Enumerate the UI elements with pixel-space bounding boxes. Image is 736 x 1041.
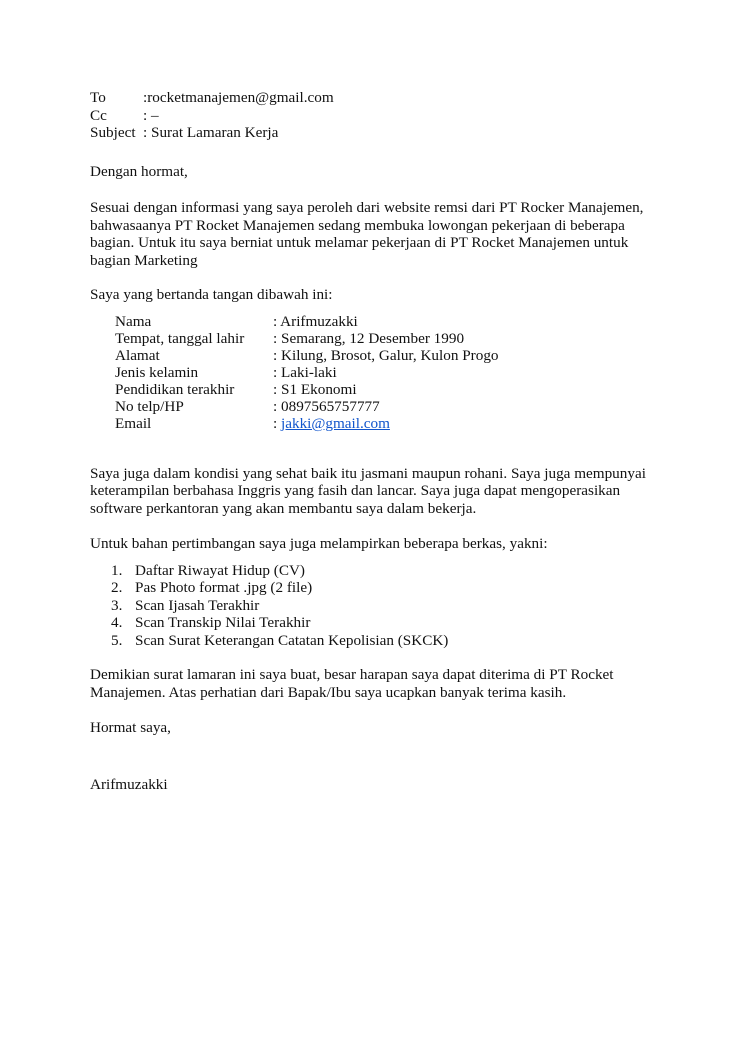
detail-row-address (115, 347, 670, 364)
list-text: Pas Photo format .jpg (2 file) (135, 579, 313, 596)
email-link[interactable]: jakki@gmail.com (281, 414, 390, 432)
attachments-list (111, 562, 670, 650)
detail-label: Pendidikan terakhir (115, 380, 235, 398)
list-item (111, 632, 670, 650)
detail-row-gender (115, 364, 670, 381)
signer-intro: Saya yang bertanda tangan dibawah ini: (90, 286, 333, 303)
personal-details (115, 313, 670, 432)
to-row (90, 89, 670, 107)
list-number: 1. (111, 561, 123, 579)
detail-row-phone (115, 398, 670, 415)
list-number: 2. (111, 579, 123, 596)
detail-value: : Semarang, 12 Desember 1990 (273, 329, 465, 347)
closing-paragraph: Demikian surat lamaran ini saya buat, besar harapan saya dapat diterima di PT Rocket Manajemen. Atas perhatian dari Bapak/Ibu saya ucapkan banyak terima kasih. (90, 666, 614, 701)
cc-value: : – (143, 106, 159, 124)
detail-label: Jenis kelamin (115, 363, 199, 381)
detail-value: : Kilung, Brosot, Galur, Kulon Progo (273, 346, 499, 364)
list-text: Scan Ijasah Terakhir (135, 596, 260, 614)
detail-value: : 0897565757777 (273, 397, 380, 415)
detail-label: Alamat (115, 346, 160, 364)
email-header (90, 89, 670, 142)
to-label: To (90, 89, 106, 106)
list-item (111, 562, 670, 580)
list-text: Scan Surat Keterangan Catatan Kepolisian (SKCK) (135, 631, 449, 649)
list-item (111, 597, 670, 615)
list-text: Scan Transkip Nilai Terakhir (135, 614, 311, 631)
sign-off: Hormat saya, (90, 719, 171, 736)
detail-row-education (115, 381, 670, 398)
signature-name: Arifmuzakki (90, 775, 168, 793)
greeting: Dengan hormat, (90, 162, 188, 180)
condition-paragraph: Saya juga dalam kondisi yang sehat baik itu jasmani maupun rohani. Saya juga mempunyai keterampilan berbahasa Inggris yang fasih dan lancar. Saya juga dapat mengoperasikan software perkantoran yang akan membantu saya dalam bekerja. (90, 464, 646, 517)
list-number: 3. (111, 596, 123, 614)
detail-value: : S1 Ekonomi (273, 380, 357, 398)
to-value: :rocketmanajemen@gmail.com (143, 89, 334, 106)
list-item (111, 614, 670, 632)
detail-value: : Arifmuzakki (273, 312, 358, 330)
detail-row-email (115, 415, 670, 432)
detail-row-name (115, 313, 670, 330)
detail-value (273, 415, 390, 432)
cc-label: Cc (90, 106, 107, 124)
detail-label: Nama (115, 312, 152, 330)
detail-label: Tempat, tanggal lahir (115, 329, 245, 347)
detail-label: Email (115, 414, 152, 432)
cc-row (90, 107, 670, 125)
detail-label: No telp/HP (115, 397, 184, 415)
letter-page (90, 89, 670, 793)
list-text: Daftar Riwayat Hidup (CV) (135, 561, 305, 579)
list-number: 5. (111, 631, 123, 649)
list-number: 4. (111, 614, 123, 631)
detail-value: : Laki-laki (273, 363, 337, 381)
subject-value: : Surat Lamaran Kerja (143, 124, 279, 141)
subject-label: Subject (90, 124, 136, 141)
intro-paragraph: Sesuai dengan informasi yang saya peroleh dari website remsi dari PT Rocker Manajemen, bahwasaanya PT Rocket Manajemen sedang membuka lowongan pekerjaan di beberapa bagian. Untuk itu saya berniat untuk melamar pekerjaan di PT Rocket Manajemen untuk bagian Marketing (90, 199, 644, 269)
list-item (111, 579, 670, 597)
detail-row-birth (115, 330, 670, 347)
attachments-intro: Untuk bahan pertimbangan saya juga melampirkan beberapa berkas, yakni: (90, 535, 548, 552)
email-prefix: : (273, 414, 282, 432)
subject-row (90, 124, 670, 142)
